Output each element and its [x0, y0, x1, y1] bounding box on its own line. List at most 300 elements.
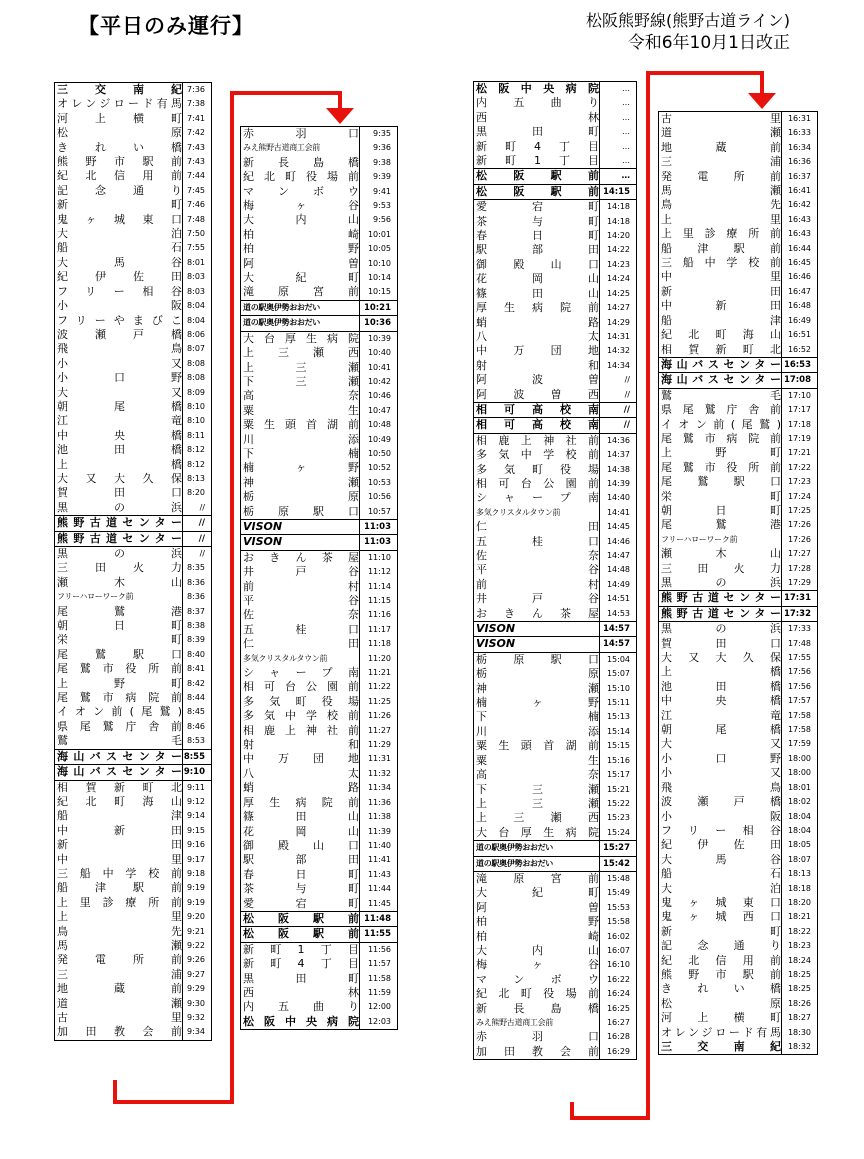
stop-name: マンボウ: [241, 185, 360, 199]
departure-time: 16:22: [600, 973, 637, 987]
timetable-row: [241, 300, 398, 315]
departure-time: 11:03: [360, 535, 398, 550]
stop-name: 栄町: [55, 633, 183, 647]
timetable-row: [659, 939, 818, 953]
departure-time: 15:22: [600, 797, 637, 811]
departure-time: …: [600, 82, 637, 97]
timetable-row: [55, 780, 212, 795]
stop-name: 新町4丁目: [474, 140, 600, 154]
arrow-head-2: [748, 93, 776, 109]
departure-time: 9:41: [360, 185, 398, 199]
timetable-row: [474, 549, 637, 563]
departure-time: 15:11: [600, 696, 637, 710]
stop-name: 愛宕町: [474, 200, 600, 215]
stop-name: きれい橋: [55, 141, 183, 155]
departure-time: 14:39: [600, 477, 637, 491]
timetable-row: [659, 490, 818, 504]
departure-time: 14:45: [600, 520, 637, 534]
timetable-row: [55, 155, 212, 169]
stop-name: 加田教会前: [474, 1045, 600, 1060]
stop-name: 中万団地: [474, 344, 600, 358]
stop-name: 上三瀬: [241, 361, 360, 375]
timetable-row: [241, 257, 398, 271]
timetable-row: [659, 533, 818, 547]
stop-name: 瀬木山: [659, 547, 782, 561]
timetable-row: [241, 882, 398, 896]
stop-name: 下三瀬: [241, 375, 360, 389]
stop-name: 粟生頭首湖前: [474, 739, 600, 753]
stop-name: 八太: [474, 330, 600, 344]
departure-time: 17:26: [782, 518, 818, 532]
stop-name: 川添: [241, 433, 360, 447]
departure-time: 10:05: [360, 242, 398, 256]
timetable-col-2: [240, 126, 398, 1030]
stop-name: 鷲毛: [659, 388, 782, 403]
stop-name: 駅部田: [241, 853, 360, 867]
timetable-row: [55, 910, 212, 924]
timetable-row: [659, 227, 818, 241]
timetable-row: [241, 942, 398, 957]
timetable-row: [659, 853, 818, 867]
stop-name: 波瀬戸橋: [55, 328, 183, 342]
stop-name: 上三瀬西: [241, 346, 360, 360]
departure-time: 18:02: [782, 795, 818, 809]
departure-time: 17:10: [782, 388, 818, 403]
stop-name: 地蔵前: [55, 982, 183, 996]
stop-name: 小又: [659, 766, 782, 780]
departure-time: 14:37: [600, 448, 637, 462]
stop-name: 大紀町: [241, 271, 360, 285]
timetable-row: [659, 242, 818, 256]
timetable-row: [474, 1030, 637, 1044]
departure-time: 10:52: [360, 461, 398, 475]
stop-name: 鬼ヶ城東口: [55, 213, 183, 227]
timetable-row: [659, 314, 818, 328]
stop-name: 大泊: [55, 227, 183, 241]
timetable-row: [474, 710, 637, 724]
departure-time: //: [183, 501, 212, 516]
stop-name: フリーやまびこ: [55, 314, 183, 328]
route-name: 松阪熊野線(熊野古道ライン): [585, 11, 790, 30]
departure-time: 16:52: [782, 343, 818, 358]
stop-name: オレンジロード有馬: [55, 97, 183, 111]
departure-time: 7:43: [183, 141, 212, 155]
departure-time: 16:42: [782, 198, 818, 212]
timetable-row: [241, 796, 398, 810]
timetable-row: [474, 388, 637, 403]
timetable-row: [474, 301, 637, 315]
timetable-row: [241, 228, 398, 242]
departure-time: 8:10: [183, 414, 212, 428]
timetable-row: [474, 901, 637, 915]
stop-name: 厚生病院前: [474, 301, 600, 315]
stop-name: 御殿山口: [474, 258, 600, 272]
timetable-row: [659, 198, 818, 212]
departure-time: 15:21: [600, 783, 637, 797]
timetable-row: [474, 944, 637, 958]
departure-time: 8:41: [183, 662, 212, 676]
timetable-row: [474, 111, 637, 125]
timetable-row: [241, 972, 398, 986]
departure-time: 11:58: [360, 972, 398, 986]
timetable-row: [55, 765, 212, 780]
stop-name: 尾鷲駅口: [659, 475, 782, 489]
departure-time: 16:37: [782, 170, 818, 184]
timetable-row: [474, 592, 637, 606]
timetable-row: [659, 622, 818, 637]
timetable-row: [241, 156, 398, 170]
stop-name: 上野町: [659, 446, 782, 460]
stop-name: 紀北町役場前: [241, 170, 360, 184]
timetable-row: [474, 841, 637, 856]
stop-name: 滝原宮前: [241, 285, 360, 300]
departure-time: 17:29: [782, 576, 818, 591]
stop-name: 道の駅奥伊勢おおだい: [241, 300, 360, 315]
stop-name: 松原: [55, 126, 183, 140]
stop-name: 五桂口: [241, 623, 360, 637]
stop-name: 梅ヶ谷: [474, 958, 600, 972]
timetable-row: [55, 925, 212, 939]
timetable-row: [55, 386, 212, 400]
stop-name: 大又: [55, 386, 183, 400]
timetable-row: [55, 184, 212, 198]
departure-time: 9:16: [183, 838, 212, 852]
stop-name: 紀北町海山: [55, 795, 183, 809]
timetable-row: [659, 373, 818, 388]
stop-name: 鬼ヶ城西口: [659, 910, 782, 924]
stop-name: 船津駅前: [55, 881, 183, 895]
timetable-row: [659, 141, 818, 155]
departure-time: 18:07: [782, 853, 818, 867]
stop-name: 海山バスセンター: [55, 765, 183, 780]
stop-name: 五桂口: [474, 535, 600, 549]
stop-name: 大内山: [474, 944, 600, 958]
timetable-row: [241, 433, 398, 447]
stop-name: 粟生: [474, 754, 600, 768]
departure-time: //: [600, 402, 637, 417]
stop-name: 紀北信用前: [659, 954, 782, 968]
departure-time: 9:20: [183, 910, 212, 924]
stop-name: 新田: [55, 838, 183, 852]
departure-time: 8:03: [183, 270, 212, 284]
timetable-row: [55, 896, 212, 910]
timetable-row: [241, 461, 398, 475]
timetable-row: [55, 677, 212, 691]
timetable-row: [241, 404, 398, 418]
timetable-row: [241, 709, 398, 723]
timetable-row: [55, 458, 212, 472]
stop-name: 賀田口: [659, 637, 782, 651]
timetable-row: [55, 270, 212, 284]
departure-time: 15:13: [600, 710, 637, 724]
timetable-row: [55, 112, 212, 126]
departure-time: 11:44: [360, 882, 398, 896]
stop-name: 上里: [659, 213, 782, 227]
timetable-row: [659, 737, 818, 751]
stop-name: 松阪駅前: [241, 911, 360, 926]
timetable-row: [474, 506, 637, 520]
stop-name: 上里診療所前: [55, 896, 183, 910]
departure-time: 8:11: [183, 429, 212, 443]
timetable-row: [474, 1016, 637, 1030]
departure-time: 14:29: [600, 316, 637, 330]
timetable-row: [474, 1045, 637, 1060]
timetable-row: [474, 272, 637, 286]
stop-name: 三浦: [55, 968, 183, 982]
stop-name: 赤羽口: [474, 1030, 600, 1044]
stop-name: 新長島橋: [241, 156, 360, 170]
stop-name: 梅ヶ谷: [241, 199, 360, 213]
stop-name: 紀北信用前: [55, 169, 183, 183]
departure-time: 9:19: [183, 881, 212, 895]
departure-time: 17:24: [782, 490, 818, 504]
stop-name: VISON: [241, 535, 360, 550]
stop-name: 小阪: [55, 299, 183, 313]
timetable-row: [474, 258, 637, 272]
departure-time: 8:12: [183, 443, 212, 457]
departure-time: 17:21: [782, 446, 818, 460]
timetable-row: [659, 925, 818, 939]
timetable-row: [55, 881, 212, 895]
timetable-row: [659, 997, 818, 1011]
timetable-row: [241, 957, 398, 971]
departure-time: 17:55: [782, 651, 818, 665]
departure-time: 9:12: [183, 795, 212, 809]
timetable-row: [659, 665, 818, 679]
timetable-row: [474, 667, 637, 681]
departure-time: 7:48: [183, 213, 212, 227]
stop-name: 栃原駅口: [241, 505, 360, 520]
stop-name: 紀北町海山: [659, 328, 782, 342]
departure-time: 16:36: [782, 155, 818, 169]
timetable-row: [55, 853, 212, 867]
stop-name: 海山バスセンター: [659, 357, 782, 372]
departure-time: 14:27: [600, 301, 637, 315]
stop-name: 多気町役場: [241, 695, 360, 709]
stop-name: 紀伊佐田: [55, 270, 183, 284]
stop-name: 尾鷲市役所前: [55, 662, 183, 676]
timetable-row: [659, 606, 818, 621]
timetable-row: [659, 576, 818, 591]
stop-name: 多気クリスタルタウン前: [474, 506, 600, 520]
departure-time: 9:30: [183, 997, 212, 1011]
timetable-row: [241, 623, 398, 637]
stop-name: 河上横町: [659, 1011, 782, 1025]
timetable-row: [55, 824, 212, 838]
stop-name: 赤羽口: [241, 127, 360, 142]
stop-name: 相鹿上神社前: [474, 433, 600, 448]
departure-time: 8:42: [183, 677, 212, 691]
departure-time: 18:24: [782, 954, 818, 968]
stop-name: 中里: [659, 270, 782, 284]
timetable-row: [55, 198, 212, 212]
stop-name: 新町: [659, 925, 782, 939]
departure-time: 17:18: [782, 418, 818, 432]
departure-time: 10:40: [360, 346, 398, 360]
departure-time: …: [600, 96, 637, 110]
arrow-head-1: [326, 108, 354, 124]
departure-time: 18:05: [782, 838, 818, 852]
timetable-row: [474, 373, 637, 387]
stop-name: 栄町: [659, 490, 782, 504]
departure-time: 17:32: [782, 606, 818, 621]
timetable-row: [659, 766, 818, 780]
timetable-row: [241, 839, 398, 853]
timetable-row: [55, 720, 212, 734]
departure-time: 10:15: [360, 285, 398, 300]
stop-name: 馬瀬: [659, 184, 782, 198]
timetable-row: [241, 141, 398, 155]
stop-name: 松阪中央病院: [474, 82, 600, 97]
stop-name: 江竜: [659, 709, 782, 723]
departure-time: 17:57: [782, 694, 818, 708]
timetable-row: [55, 997, 212, 1011]
stop-name: 栃原駅口: [474, 652, 600, 667]
departure-time: 9:53: [360, 199, 398, 213]
departure-time: 16:48: [782, 299, 818, 313]
departure-time: 8:35: [183, 561, 212, 575]
stop-name: 蛸路: [474, 316, 600, 330]
stop-name: 神瀬: [474, 682, 600, 696]
stop-name: 小又: [55, 357, 183, 371]
stop-name: 井戸谷: [474, 592, 600, 606]
departure-time: 14:32: [600, 344, 637, 358]
departure-time: 8:12: [183, 458, 212, 472]
departure-time: 14:34: [600, 359, 637, 373]
timetable-row: [474, 169, 637, 184]
timetable-row: [55, 256, 212, 270]
stop-name: 池田橋: [55, 443, 183, 457]
timetable-row: [474, 520, 637, 534]
stop-name: 新町1丁目: [474, 154, 600, 169]
stop-name: 三浦: [659, 155, 782, 169]
timetable-row: [659, 285, 818, 299]
timetable-row: [474, 739, 637, 753]
stop-name: 大馬谷: [659, 853, 782, 867]
departure-time: 18:04: [782, 810, 818, 824]
stop-name: 春日町: [474, 229, 600, 243]
timetable-row: [474, 797, 637, 811]
departure-time: 14:31: [600, 330, 637, 344]
timetable-row: [659, 547, 818, 561]
departure-time: 14:18: [600, 200, 637, 215]
departure-time: 15:58: [600, 915, 637, 929]
departure-time: 10:39: [360, 331, 398, 346]
stop-name: 馬瀬: [55, 939, 183, 953]
departure-time: 14:36: [600, 433, 637, 448]
timetable-row: [241, 476, 398, 490]
departure-time: 16:28: [600, 1030, 637, 1044]
stop-name: 阿波曽: [474, 373, 600, 387]
timetable-col-3: [473, 81, 637, 1060]
stop-name: 船津: [659, 314, 782, 328]
departure-time: 9:19: [183, 896, 212, 910]
departure-time: 10:21: [360, 300, 398, 315]
departure-time: 17:31: [782, 591, 818, 606]
departure-time: 10:50: [360, 447, 398, 461]
departure-time: 18:04: [782, 824, 818, 838]
stop-name: 篠田山: [241, 810, 360, 824]
departure-time: 9:35: [360, 127, 398, 142]
stop-name: 御殿山口: [241, 839, 360, 853]
timetable-row: [241, 127, 398, 142]
departure-time: 9:15: [183, 824, 212, 838]
stop-name: 中新田: [659, 299, 782, 313]
stop-name: 前村: [241, 580, 360, 594]
stop-name: 前村: [474, 578, 600, 592]
stop-name: シャープ南: [241, 666, 360, 680]
stop-name: 海山バスセンター: [55, 749, 183, 764]
timetable-row: [474, 973, 637, 987]
departure-time: 18:01: [782, 781, 818, 795]
departure-time: 11:20: [360, 652, 398, 666]
timetable-row: [474, 871, 637, 886]
stop-name: 大内山: [241, 213, 360, 227]
departure-time: //: [183, 531, 212, 546]
stop-name: 柏野: [241, 242, 360, 256]
departure-time: 10:14: [360, 271, 398, 285]
stop-name: 駅部田: [474, 243, 600, 257]
timetable-row: [474, 886, 637, 900]
stop-name: 紀北町役場前: [474, 987, 600, 1001]
departure-time: 7:50: [183, 227, 212, 241]
stop-name: 尾鷲駅口: [55, 648, 183, 662]
departure-time: 17:56: [782, 680, 818, 694]
departure-time: //: [600, 388, 637, 403]
timetable-row: [55, 633, 212, 647]
departure-time: 18:18: [782, 882, 818, 896]
timetable-row: [659, 968, 818, 982]
stop-name: 柏崎: [241, 228, 360, 242]
stop-name: 中里: [55, 853, 183, 867]
stop-name: 新田: [659, 285, 782, 299]
timetable-row: [659, 824, 818, 838]
departure-time: 10:42: [360, 375, 398, 389]
departure-time: 9:39: [360, 170, 398, 184]
timetable-row: [241, 927, 398, 942]
timetable-row: [659, 170, 818, 184]
stop-name: 相可台公園前: [241, 680, 360, 694]
timetable-row: [241, 853, 398, 867]
timetable-row: [55, 619, 212, 633]
departure-time: 14:23: [600, 258, 637, 272]
departure-time: 14:51: [600, 592, 637, 606]
timetable-row: [241, 652, 398, 666]
departure-time: 18:21: [782, 910, 818, 924]
timetable-row: [55, 285, 212, 299]
stop-name: 熊野古道センター: [55, 531, 183, 546]
timetable-row: [659, 752, 818, 766]
stop-name: 黒の浜: [55, 547, 183, 562]
stop-name: 愛宕町: [241, 897, 360, 912]
stop-name: 上里: [55, 910, 183, 924]
departure-time: 14:57: [600, 622, 637, 637]
timetable-row: [474, 958, 637, 972]
departure-time: 8:39: [183, 633, 212, 647]
departure-time: 17:19: [782, 432, 818, 446]
departure-time: 9:27: [183, 968, 212, 982]
departure-time: 11:59: [360, 986, 398, 1000]
stop-name: 蛸路: [241, 781, 360, 795]
stop-name: 大又大久保: [55, 472, 183, 486]
departure-time: 9:10: [183, 765, 212, 780]
timetable-row: [241, 608, 398, 622]
departure-time: 16:45: [782, 256, 818, 270]
departure-time: …: [600, 140, 637, 154]
departure-time: 8:45: [183, 705, 212, 719]
departure-time: 11:26: [360, 709, 398, 723]
stop-name: 八太: [241, 767, 360, 781]
